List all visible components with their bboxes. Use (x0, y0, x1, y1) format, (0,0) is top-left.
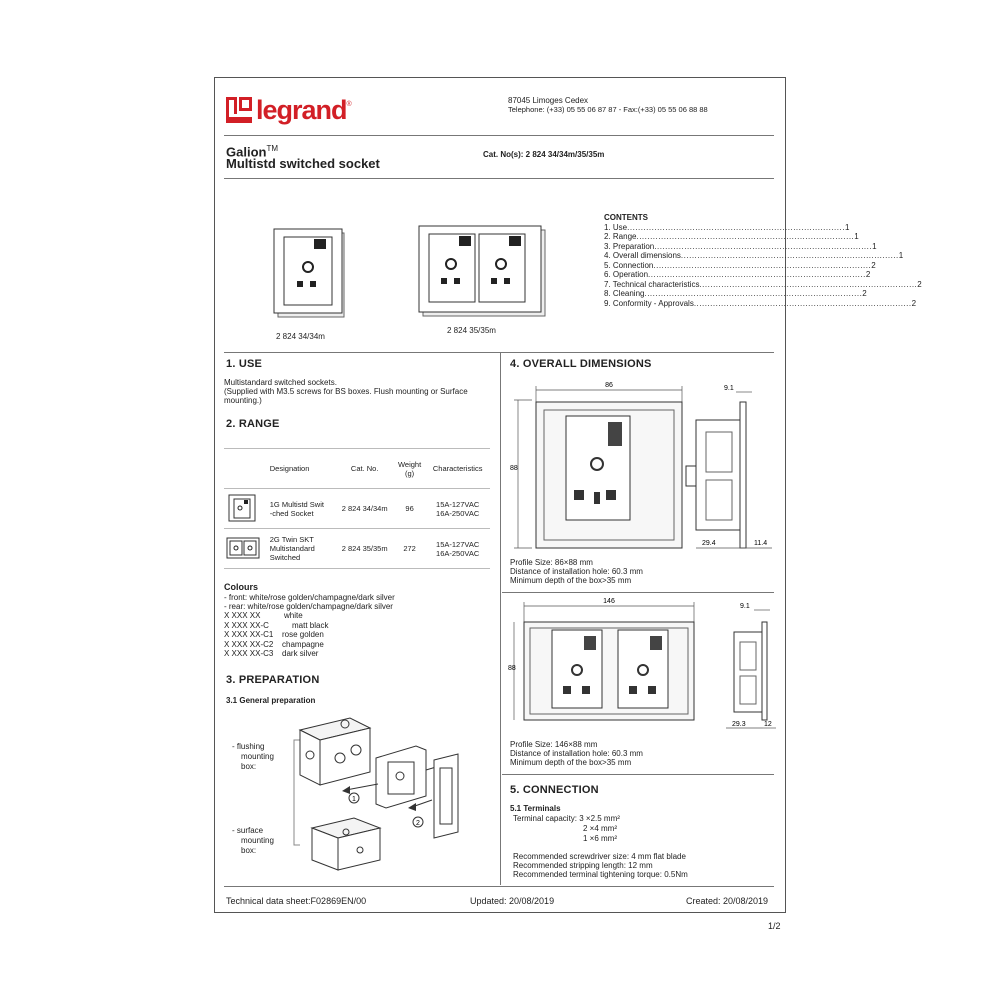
registered-mark: ® (346, 100, 352, 108)
stripping-length: Recommended stripping length: 12 mm (513, 861, 653, 870)
col-cat-no: Cat. No. (335, 449, 393, 489)
single-caption: 2 824 34/34m (276, 332, 325, 341)
use-line-3: mounting.) (224, 396, 262, 405)
surface-label-3: box: (241, 846, 257, 855)
legrand-logo (226, 94, 352, 126)
single-install-hole: Distance of installation hole: 60.3 mm (510, 567, 643, 576)
use-line-2: (Supplied with M3.5 screws for BS boxes. Flush mounting or Surface (224, 387, 468, 396)
flush-label-2: mounting (241, 752, 274, 761)
colour-codes: X XXX XX white X XXX XX-C matt black X XXX XX-C1 rose golden X XXX XX-C2 champagne X XXX XX-C3 dark silver (224, 611, 329, 658)
divider (224, 135, 774, 136)
page-number: 1/2 (768, 921, 781, 931)
sheet-number: Technical data sheet:F02869EN/00 (226, 896, 367, 906)
surface-label: - surface (232, 826, 264, 835)
telephone: Telephone: (+33) 05 55 06 87 87 - Fax:(+33) 05 55 06 88 88 (508, 105, 708, 114)
col-weight: Weight (g) (394, 449, 425, 489)
double-height-label: 88 (508, 665, 516, 672)
divider (224, 352, 774, 353)
address: 87045 Limoges Cedex (508, 96, 589, 105)
contents-item: 7. Technical characteristics ................................................................................ 2 (604, 279, 922, 289)
single-height-label: 88 (510, 465, 518, 472)
single-profile: Profile Size: 86×88 mm (510, 558, 593, 567)
single-plate-label: 11.4 (754, 540, 768, 547)
contents-item: 4. Overall dimensions ................................................................................ 1 (604, 251, 904, 260)
created-date: Created: 20/08/2019 (686, 896, 769, 906)
double-width-label: 146 (603, 598, 615, 605)
double-caption: 2 824 35/35m (447, 326, 496, 335)
flush-label-3: box: (241, 762, 257, 771)
preparation-sub: 3.1 General preparation (226, 696, 316, 705)
terminals-sub: 5.1 Terminals (510, 804, 561, 813)
product-name: Galion™ (226, 144, 279, 160)
divider (502, 774, 774, 775)
connection-heading: 5. CONNECTION (510, 784, 599, 796)
single-min-depth: Minimum depth of the box>35 mm (510, 576, 632, 585)
double-body-label: 29.3 (732, 721, 746, 728)
contents-item: 2. Range ................................................................................ 1 (604, 232, 859, 241)
double-socket-thumb (226, 533, 260, 563)
cat-nos: Cat. No(s): 2 824 34/34m/35/35m (483, 150, 605, 159)
table-row: 2G Twin SKT Multistandard Switched 2 824 35/35m 272 15A-127VAC 16A-250VAC (224, 529, 490, 569)
brand-name: legrand (256, 95, 347, 125)
colours-heading: Colours (224, 582, 259, 592)
single-width-label: 86 (605, 382, 613, 389)
contents-block (604, 213, 922, 308)
contents-item: 5. Connection ................................................................................ 2 (604, 260, 876, 270)
dimensions-heading: 4. OVERALL DIMENSIONS (510, 358, 652, 370)
colours-rear: - rear: white/rose golden/champagne/dark silver (224, 602, 393, 611)
contents-item: 9. Conformity - Approvals ................................................................................ 2 (604, 298, 917, 308)
double-min-depth: Minimum depth of the box>35 mm (510, 758, 632, 767)
contents-title: CONTENTS (604, 213, 648, 222)
preparation-heading: 3. PREPARATION (226, 674, 320, 686)
contents-item: 3. Preparation ................................................................................ 1 (604, 241, 877, 251)
use-line-1: Multistandard switched sockets. (224, 378, 337, 387)
step-2-label: 2 (416, 820, 420, 827)
colours-front: - front: white/rose golden/champagne/dark silver (224, 593, 395, 602)
column-divider (500, 352, 501, 885)
range-heading: 2. RANGE (226, 418, 280, 430)
use-heading: 1. USE (226, 358, 263, 370)
terminal-capacity: Terminal capacity: 3 ×2.5 mm² (513, 814, 620, 823)
single-socket-thumb (226, 493, 258, 523)
updated-date: Updated: 20/08/2019 (470, 896, 555, 906)
col-designation: Designation (264, 449, 336, 489)
single-body-label: 29.4 (702, 540, 716, 547)
step-1-label: 1 (352, 796, 356, 803)
contents-item: 1. Use ................................................................................ 1 (604, 222, 850, 232)
preparation-diagram (290, 710, 480, 880)
product-subtitle: Multistd switched socket (226, 156, 380, 171)
double-dimensions-drawing (508, 598, 780, 738)
double-depth-label: 9.1 (740, 603, 750, 610)
surface-label-2: mounting (241, 836, 274, 845)
single-socket-image (272, 225, 352, 325)
divider (502, 592, 774, 593)
double-profile: Profile Size: 146×88 mm (510, 740, 598, 749)
legrand-mark-icon (226, 97, 252, 123)
divider (224, 178, 774, 179)
tightening-torque: Recommended terminal tightening torque: 0.5Nm (513, 870, 688, 879)
double-plate-label: 12 (764, 721, 772, 728)
range-table (224, 448, 490, 569)
table-row: 1G Multistd Swit -ched Socket 2 824 34/34m 96 15A-127VAC 16A-250VAC (224, 489, 490, 529)
terminal-capacity-3: 1 ×6 mm² (583, 834, 618, 843)
double-install-hole: Distance of installation hole: 60.3 mm (510, 749, 643, 758)
terminal-capacity-2: 2 ×4 mm² (583, 824, 618, 833)
screwdriver-size: Recommended screwdriver size: 4 mm flat blade (513, 852, 686, 861)
double-socket-image (417, 222, 547, 322)
col-characteristics: Characteristics (425, 449, 490, 489)
contents-item: 8. Cleaning ................................................................................ 2 (604, 289, 867, 298)
single-depth-label: 9.1 (724, 385, 734, 392)
contents-item: 6. Operation ................................................................................ 2 (604, 270, 871, 279)
single-dimensions-drawing (510, 380, 780, 560)
flush-label: - flushing (232, 742, 265, 751)
divider (224, 886, 774, 887)
